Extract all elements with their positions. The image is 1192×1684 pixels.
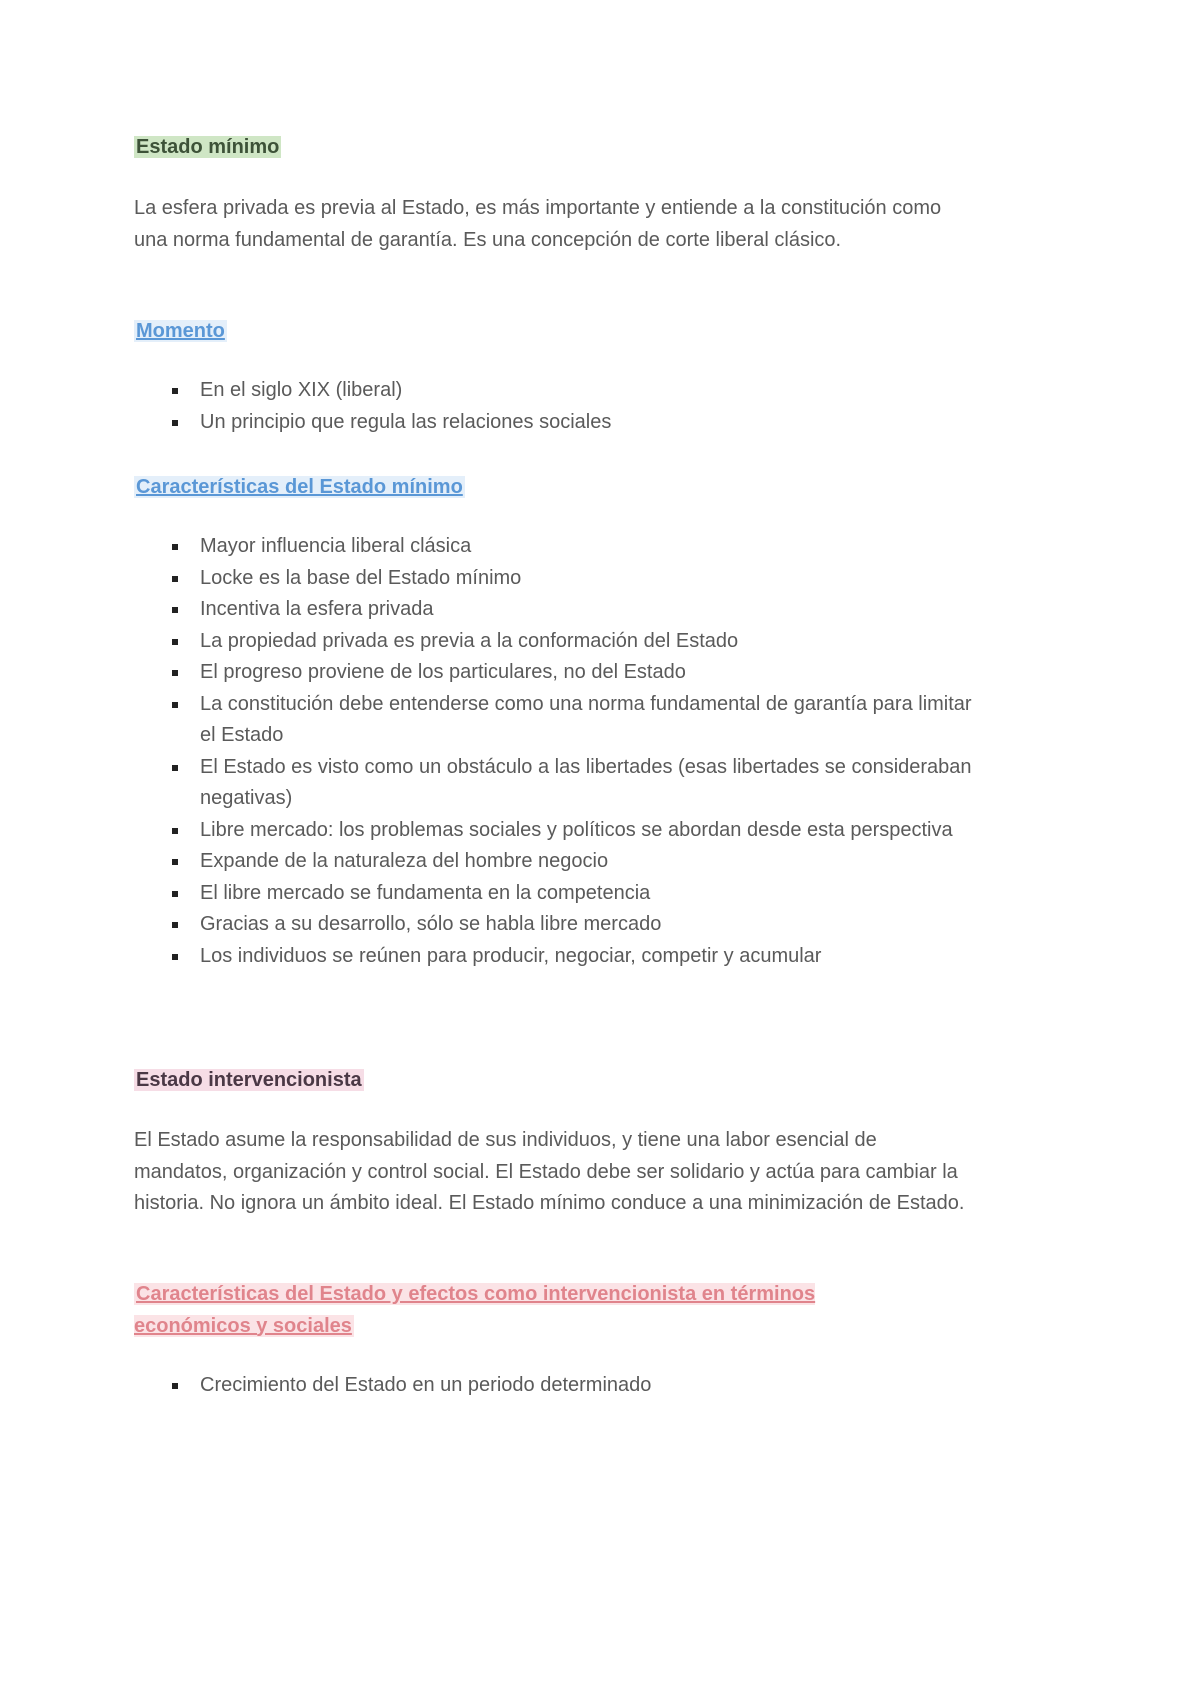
list-item: Expande de la naturaleza del hombre negocio	[134, 846, 974, 878]
heading-estado-minimo: Estado mínimo	[136, 136, 280, 158]
list-item: La propiedad privada es previa a la conformación del Estado	[134, 626, 974, 658]
list-item: Libre mercado: los problemas sociales y políticos se abordan desde esta perspectiva	[134, 815, 974, 847]
list-item: Incentiva la esfera privada	[134, 594, 974, 626]
list-item: El libre mercado se fundamenta en la competencia	[134, 878, 974, 910]
list-item: Un principio que regula las relaciones sociales	[134, 407, 974, 439]
list-item: Locke es la base del Estado mínimo	[134, 563, 974, 595]
heading-caracteristicas-minimo: Características del Estado mínimo	[136, 476, 463, 498]
list-item: El progreso proviene de los particulares, no del Estado	[134, 657, 974, 689]
paragraph-estado-intervencionista: El Estado asume la responsabilidad de sus individuos, y tiene una labor esencial de mandatos, organización y control social. El Estado debe ser solidario y actúa para cambiar la historia. No ignora un ámbito ideal. El Estado mínimo conduce a una minimización de Estado.	[134, 1129, 965, 1214]
heading-momento: Momento	[136, 320, 225, 342]
list-caracteristicas-intervencionista	[134, 1370, 974, 1402]
list-item: La constitución debe entenderse como una norma fundamental de garantía para limitar el Estado	[134, 689, 974, 752]
list-momento	[134, 375, 974, 438]
list-item: En el siglo XIX (liberal)	[134, 375, 974, 407]
list-item: El Estado es visto como un obstáculo a las libertades (esas libertades se consideraban negativas)	[134, 752, 974, 815]
list-item: Mayor influencia liberal clásica	[134, 531, 974, 563]
list-item: Gracias a su desarrollo, sólo se habla libre mercado	[134, 909, 974, 941]
heading-estado-intervencionista: Estado intervencionista	[136, 1069, 362, 1091]
heading-caracteristicas-intervencionista: Características del Estado y efectos como intervencionista en términos económicos y sociales	[134, 1283, 816, 1337]
list-item: Crecimiento del Estado en un periodo determinado	[134, 1370, 974, 1402]
list-caracteristicas	[134, 531, 974, 972]
paragraph-estado-minimo: La esfera privada es previa al Estado, es más importante y entiende a la constitución como una norma fundamental de garantía. Es una concepción de corte liberal clásico.	[134, 197, 942, 251]
list-item: Los individuos se reúnen para producir, negociar, competir y acumular	[134, 941, 974, 973]
